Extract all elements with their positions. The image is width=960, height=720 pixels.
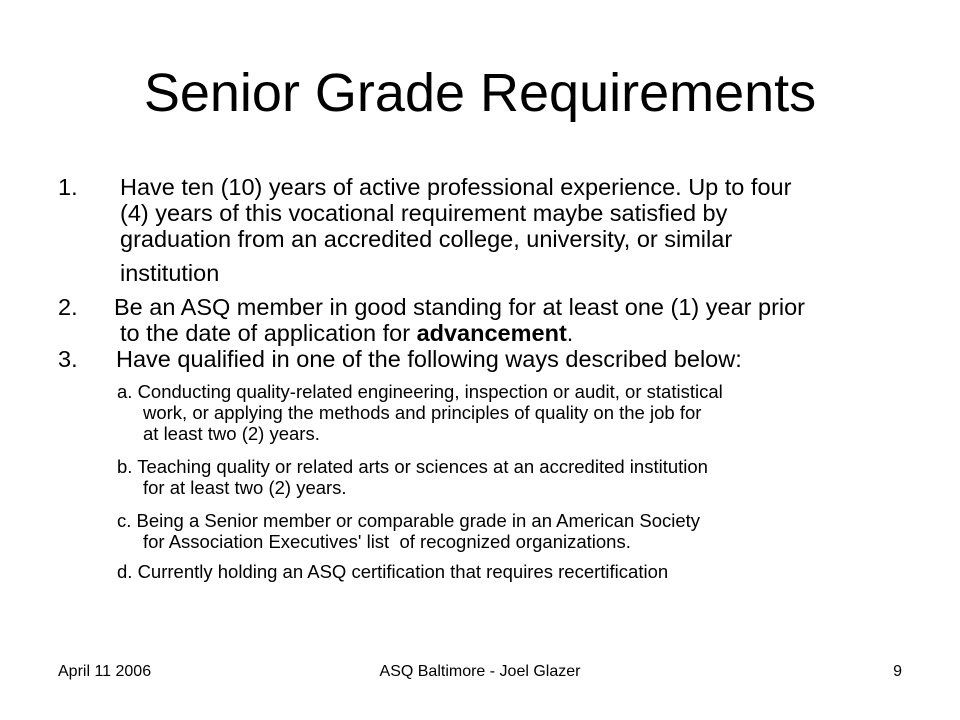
item-line [58, 320, 918, 346]
item-text: to the date of application for [120, 320, 417, 346]
subitem-line: at least two (2) years. [143, 423, 320, 444]
item-text: . [566, 320, 574, 346]
subitem-line: a. Conducting quality-related engineering, inspection or audit, or statistical [117, 381, 723, 402]
emphasis-text: advancement [416, 320, 567, 346]
footer-date: April 11 2006 [58, 663, 152, 680]
item-line: Have ten (10) years of active professional experience. Up to four [120, 174, 792, 200]
slide-title: Senior Grade Requirements [143, 63, 817, 123]
requirement-item-2 [58, 294, 918, 346]
subitem-a [117, 381, 907, 444]
subitem-line: d. Currently holding an ASQ certification that requires recertification [117, 561, 669, 582]
item-number: 1. [58, 174, 78, 200]
item-number: 2. [58, 294, 78, 320]
subitem-line: for Association Executives' list of recognized organizations. [143, 531, 631, 552]
subitem-line: c. Being a Senior member or comparable grade in an American Society [117, 510, 701, 531]
requirement-item-3 [58, 346, 918, 372]
item-line: (4) years of this vocational requirement maybe satisfied by [120, 200, 728, 226]
requirement-item-1 [58, 174, 918, 286]
item-line: institution [120, 260, 220, 286]
item-line: Have qualified in one of the following ways described below: [116, 346, 742, 372]
subitem-line: b. Teaching quality or related arts or sciences at an accredited institution [117, 456, 708, 477]
subitem-c [117, 510, 907, 552]
subitem-line: for at least two (2) years. [143, 477, 347, 498]
subitem-b [117, 456, 907, 498]
item-line: graduation from an accredited college, university, or similar [120, 226, 733, 252]
footer-presenter: ASQ Baltimore - Joel Glazer [379, 663, 581, 680]
item-line: Be an ASQ member in good standing for at least one (1) year prior [114, 294, 806, 320]
footer-page-number: 9 [893, 663, 902, 680]
subitem-line: work, or applying the methods and principles of quality on the job for [143, 402, 702, 423]
subitem-d [117, 561, 907, 582]
item-number: 3. [58, 346, 78, 372]
